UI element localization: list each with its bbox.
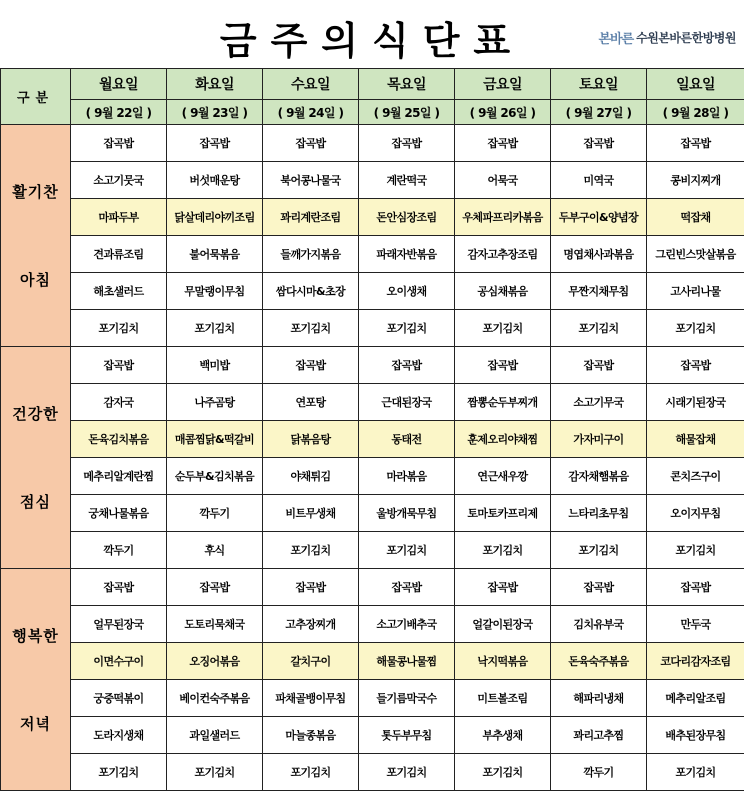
menu-item: 돈육김치볶음 xyxy=(71,421,167,458)
menu-item: 잡곡밥 xyxy=(71,125,167,162)
menu-item: 나주곰탕 xyxy=(167,384,263,421)
header-row-days xyxy=(1,69,744,100)
day-name: 목요일 xyxy=(359,69,455,100)
menu-item: 포기김치 xyxy=(551,532,647,569)
menu-item: 포기김치 xyxy=(167,754,263,791)
menu-row xyxy=(1,717,744,754)
menu-item: 도토리묵채국 xyxy=(167,606,263,643)
menu-item: 쌈다시마&초장 xyxy=(263,273,359,310)
day-date: ( 9월 23일 ) xyxy=(167,100,263,125)
menu-row xyxy=(1,236,744,273)
menu-item: 메추리알계란찜 xyxy=(71,458,167,495)
menu-item: 해물잡채 xyxy=(647,421,744,458)
day-date: ( 9월 26일 ) xyxy=(455,100,551,125)
menu-row xyxy=(1,162,744,199)
menu-item: 잡곡밥 xyxy=(263,125,359,162)
menu-item: 깍두기 xyxy=(71,532,167,569)
menu-item: 코다리감자조림 xyxy=(647,643,744,680)
menu-item: 잡곡밥 xyxy=(359,347,455,384)
menu-item: 잡곡밥 xyxy=(455,569,551,606)
menu-item: 잡곡밥 xyxy=(647,125,744,162)
hospital-logo xyxy=(598,28,736,47)
meal-label-primary: 활기찬 xyxy=(12,182,59,201)
menu-item: 포기김치 xyxy=(359,310,455,347)
menu-item: 감자채햄볶음 xyxy=(551,458,647,495)
menu-item: 버섯매운탕 xyxy=(167,162,263,199)
menu-item: 느타리초무침 xyxy=(551,495,647,532)
menu-item: 낙지떡볶음 xyxy=(455,643,551,680)
menu-item: 포기김치 xyxy=(263,532,359,569)
menu-item: 마늘종볶음 xyxy=(263,717,359,754)
menu-item: 포기김치 xyxy=(263,310,359,347)
menu-table xyxy=(0,68,744,791)
menu-item: 동태전 xyxy=(359,421,455,458)
menu-item: 매콤찜닭&떡갈비 xyxy=(167,421,263,458)
menu-item: 견과류조림 xyxy=(71,236,167,273)
menu-item: 울방개묵무침 xyxy=(359,495,455,532)
menu-item: 연근새우깡 xyxy=(455,458,551,495)
menu-item: 잡곡밥 xyxy=(647,347,744,384)
menu-row xyxy=(1,458,744,495)
menu-item: 돈육숙주볶음 xyxy=(551,643,647,680)
menu-item: 포기김치 xyxy=(359,754,455,791)
menu-item: 해초샐러드 xyxy=(71,273,167,310)
menu-item: 감자고추장조림 xyxy=(455,236,551,273)
menu-item: 잡곡밥 xyxy=(71,347,167,384)
menu-row xyxy=(1,606,744,643)
menu-item: 미트볼조림 xyxy=(455,680,551,717)
day-name: 수요일 xyxy=(263,69,359,100)
menu-item: 잡곡밥 xyxy=(455,125,551,162)
menu-item: 깍두기 xyxy=(551,754,647,791)
menu-item: 갈치구이 xyxy=(263,643,359,680)
menu-item: 포기김치 xyxy=(551,310,647,347)
menu-item: 꽈리계란조림 xyxy=(263,199,359,236)
menu-item: 잡곡밥 xyxy=(263,569,359,606)
menu-row xyxy=(1,569,744,606)
corner-label: 구분 xyxy=(1,69,71,125)
meal-label xyxy=(1,569,71,791)
menu-item: 만두국 xyxy=(647,606,744,643)
day-date: ( 9월 22일 ) xyxy=(71,100,167,125)
menu-item: 감자국 xyxy=(71,384,167,421)
menu-item: 잡곡밥 xyxy=(71,569,167,606)
page-title: 금주의식단표 xyxy=(219,19,525,63)
day-date: ( 9월 27일 ) xyxy=(551,100,647,125)
menu-item: 부추생채 xyxy=(455,717,551,754)
menu-item: 떡잡채 xyxy=(647,199,744,236)
menu-item: 베이컨숙주볶음 xyxy=(167,680,263,717)
menu-item: 소고기배추국 xyxy=(359,606,455,643)
menu-item: 마파두부 xyxy=(71,199,167,236)
day-name: 화요일 xyxy=(167,69,263,100)
menu-item: 오이지무침 xyxy=(647,495,744,532)
day-name: 월요일 xyxy=(71,69,167,100)
menu-row xyxy=(1,643,744,680)
menu-item: 백미밥 xyxy=(167,347,263,384)
menu-item: 잡곡밥 xyxy=(551,569,647,606)
menu-row xyxy=(1,199,744,236)
menu-item: 궁중떡볶이 xyxy=(71,680,167,717)
menu-row xyxy=(1,680,744,717)
menu-item: 야채튀김 xyxy=(263,458,359,495)
day-date: ( 9월 28일 ) xyxy=(647,100,744,125)
menu-item: 잡곡밥 xyxy=(167,569,263,606)
menu-item: 김치유부국 xyxy=(551,606,647,643)
day-date: ( 9월 25일 ) xyxy=(359,100,455,125)
menu-item: 해파리냉채 xyxy=(551,680,647,717)
day-name: 토요일 xyxy=(551,69,647,100)
menu-item: 근대된장국 xyxy=(359,384,455,421)
menu-item: 들깨가지볶음 xyxy=(263,236,359,273)
menu-row xyxy=(1,384,744,421)
meal-label-secondary: 점심 xyxy=(20,492,51,511)
menu-item: 짬뽕순두부찌개 xyxy=(455,384,551,421)
menu-item: 이면수구이 xyxy=(71,643,167,680)
menu-item: 토마토카프리제 xyxy=(455,495,551,532)
menu-item: 두부구이&양념장 xyxy=(551,199,647,236)
menu-item: 훈제오리야채찜 xyxy=(455,421,551,458)
menu-row xyxy=(1,125,744,162)
menu-item: 공심채볶음 xyxy=(455,273,551,310)
menu-item: 오이생채 xyxy=(359,273,455,310)
menu-item: 포기김치 xyxy=(71,754,167,791)
menu-item: 오징어볶음 xyxy=(167,643,263,680)
menu-item: 북어콩나물국 xyxy=(263,162,359,199)
menu-item: 고사리나물 xyxy=(647,273,744,310)
menu-item: 잡곡밥 xyxy=(647,569,744,606)
menu-item: 마라볶음 xyxy=(359,458,455,495)
logo-text: 수원본바른한방병원 xyxy=(636,31,736,45)
menu-item: 콘치즈구이 xyxy=(647,458,744,495)
menu-item: 들기름막국수 xyxy=(359,680,455,717)
menu-item: 얼갈이된장국 xyxy=(455,606,551,643)
menu-item: 비트무생채 xyxy=(263,495,359,532)
menu-item: 잡곡밥 xyxy=(551,347,647,384)
menu-item: 포기김치 xyxy=(71,310,167,347)
meal-label-primary: 건강한 xyxy=(12,404,59,423)
menu-item: 포기김치 xyxy=(455,532,551,569)
menu-item: 꽈리고추찜 xyxy=(551,717,647,754)
menu-row xyxy=(1,347,744,384)
menu-item: 불어묵볶음 xyxy=(167,236,263,273)
menu-item: 무짠지채무침 xyxy=(551,273,647,310)
logo-mark: 본바른 xyxy=(598,32,634,47)
menu-item: 톳두부무침 xyxy=(359,717,455,754)
menu-item: 과일샐러드 xyxy=(167,717,263,754)
menu-item: 포기김치 xyxy=(359,532,455,569)
menu-item: 소고기무국 xyxy=(551,384,647,421)
menu-item: 순두부&김치볶음 xyxy=(167,458,263,495)
menu-item: 소고기뭇국 xyxy=(71,162,167,199)
menu-item: 잡곡밥 xyxy=(263,347,359,384)
menu-item: 포기김치 xyxy=(263,754,359,791)
menu-item: 깍두기 xyxy=(167,495,263,532)
menu-item: 닭살데리야끼조림 xyxy=(167,199,263,236)
menu-row xyxy=(1,754,744,791)
meal-label-secondary: 저녁 xyxy=(20,714,51,733)
menu-item: 고추장찌개 xyxy=(263,606,359,643)
day-date: ( 9월 24일 ) xyxy=(263,100,359,125)
menu-item: 배추된장무침 xyxy=(647,717,744,754)
day-name: 금요일 xyxy=(455,69,551,100)
menu-item: 파채골뱅이무침 xyxy=(263,680,359,717)
menu-item: 포기김치 xyxy=(647,532,744,569)
day-name: 일요일 xyxy=(647,69,744,100)
menu-item: 파래자반볶음 xyxy=(359,236,455,273)
menu-item: 명엽채사과볶음 xyxy=(551,236,647,273)
menu-item: 포기김치 xyxy=(647,754,744,791)
meal-label-secondary: 아침 xyxy=(20,270,51,289)
menu-item: 미역국 xyxy=(551,162,647,199)
menu-item: 포기김치 xyxy=(647,310,744,347)
meal-label-primary: 행복한 xyxy=(12,626,59,645)
meal-label xyxy=(1,347,71,569)
menu-item: 포기김치 xyxy=(167,310,263,347)
menu-item: 연포탕 xyxy=(263,384,359,421)
menu-row xyxy=(1,421,744,458)
menu-item: 궁채나물볶음 xyxy=(71,495,167,532)
menu-item: 돈안심장조림 xyxy=(359,199,455,236)
menu-item: 콩비지찌개 xyxy=(647,162,744,199)
menu-item: 잡곡밥 xyxy=(455,347,551,384)
menu-row xyxy=(1,273,744,310)
menu-item: 계란떡국 xyxy=(359,162,455,199)
menu-item: 해물콩나물찜 xyxy=(359,643,455,680)
menu-item: 잡곡밥 xyxy=(551,125,647,162)
menu-item: 얼무된장국 xyxy=(71,606,167,643)
menu-row xyxy=(1,532,744,569)
title-bar xyxy=(0,0,744,68)
menu-item: 잡곡밥 xyxy=(359,125,455,162)
menu-item: 어묵국 xyxy=(455,162,551,199)
menu-row xyxy=(1,495,744,532)
menu-item: 무말랭이무침 xyxy=(167,273,263,310)
menu-item: 가자미구이 xyxy=(551,421,647,458)
menu-item: 포기김치 xyxy=(455,310,551,347)
menu-item: 닭볶음탕 xyxy=(263,421,359,458)
menu-item: 잡곡밥 xyxy=(167,125,263,162)
meal-label xyxy=(1,125,71,347)
header-row-dates xyxy=(1,100,744,125)
menu-item: 시래기된장국 xyxy=(647,384,744,421)
menu-item: 우체파프리카볶음 xyxy=(455,199,551,236)
menu-row xyxy=(1,310,744,347)
menu-item: 잡곡밥 xyxy=(359,569,455,606)
menu-item: 후식 xyxy=(167,532,263,569)
menu-item: 포기김치 xyxy=(455,754,551,791)
menu-item: 도라지생채 xyxy=(71,717,167,754)
menu-item: 그린빈스맛살볶음 xyxy=(647,236,744,273)
menu-item: 메추리알조림 xyxy=(647,680,744,717)
